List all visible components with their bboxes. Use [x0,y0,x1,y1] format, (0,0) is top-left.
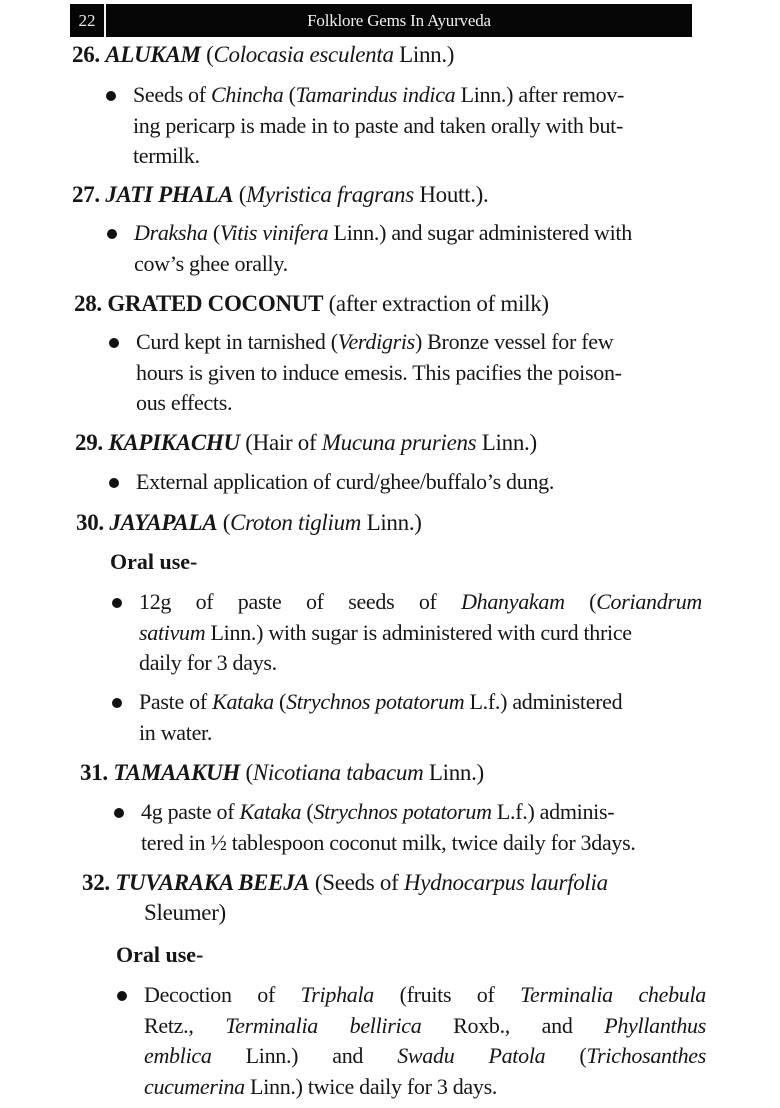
entry-26-bullet-1 [133,80,696,172]
authority: Linn.) [393,42,455,67]
text-line: Curd kept in tarnished (Verdigris) Bronze vessel for few [136,329,614,354]
paren-open: ( [233,182,247,207]
authority: Linn.) [423,760,484,785]
page-number: 22 [70,4,106,37]
entry-30-bullet-1 [139,587,702,679]
bullet-icon [114,808,124,818]
entry-32-bullet-1 [144,980,706,1102]
entry-28-title [74,289,549,319]
entry-name: TAMAAKUH [113,760,241,785]
text-line: ing pericarp is made in to paste and taken orally with but- [133,112,623,138]
entry-name: ALUKAM [105,42,201,67]
entry-29-title [75,428,537,458]
authority: Sleumer) [144,900,226,925]
entry-30-bullet-2 [139,687,702,748]
entry-name: GRATED COCONUT [107,291,324,316]
paren-open: ( [240,760,253,785]
text-line: ous effects. [136,390,233,415]
bullet-icon [112,598,122,608]
entry-number: 29. [75,430,103,455]
authority: Linn.) [476,430,537,455]
entry-number: 32. [82,870,110,895]
entry-32-title [82,868,608,898]
text-line: External application of curd/ghee/buffalo’s dung. [136,469,555,494]
text-line: Draksha (Vitis vinifera Linn.) and sugar administered with [134,220,632,245]
text-line: Retz., Terminalia bellirica Roxb., and Phyllanthus [144,1012,707,1038]
text-line: cow’s ghee orally. [134,250,288,276]
text-line: in water. [139,719,213,745]
text-line: Seeds of Chincha (Tamarindus indica Linn.) after remov- [133,82,625,107]
entry-number: 27. [72,182,100,207]
bullet-icon [106,91,116,101]
entry-26-title [72,40,454,70]
text-line: Decoction of Triphala (fruits of Terminalia chebula [144,982,706,1007]
bullet-icon [117,991,127,1001]
bullet-icon [112,698,122,708]
entry-number: 31. [80,760,108,785]
entry-qualifier: (after extraction of milk) [323,291,549,316]
entry-qualifier: (Hair of [239,430,322,455]
running-title: Folklore Gems In Ayurveda [307,10,491,30]
paren-open: ( [217,510,231,535]
text-line: cucumerina Linn.) twice daily for 3 days. [144,1073,498,1099]
entry-name: JAYAPALA [109,510,218,535]
authority: Linn.) [361,510,422,535]
entry-31-bullet-1 [141,797,704,858]
botanical-name: Hydnocarpus laurfolia [403,870,608,895]
entry-30-title [76,508,422,538]
oral-use-heading: Oral use- [116,942,204,967]
entry-number: 28. [74,291,102,316]
entry-32-title-cont [144,898,226,928]
botanical-name: Mucuna pruriens [321,430,477,455]
authority: Houtt.). [413,182,489,207]
text-line: Paste of Kataka (Strychnos potatorum L.f.) administered [139,689,623,714]
text-line: emblica Linn.) and Swadu Patola (Trichosanthes [144,1043,706,1068]
entry-27-title [72,180,488,210]
text-line: termilk. [133,143,200,168]
botanical-name: Nicotiana tabacum [252,760,424,785]
text-line: 4g paste of Kataka (Strychnos potatorum L.f.) adminis- [141,799,615,824]
entry-31-title [80,758,484,788]
botanical-name: Myristica fragrans [246,182,414,207]
entry-number: 26. [72,42,100,67]
entry-name: TUVARAKA BEEJA [115,870,310,895]
text-line: sativum Linn.) with sugar is administered with curd thrice [139,619,632,645]
text-line: 12g of paste of seeds of Dhanyakam (Coriandrum [139,589,702,614]
entry-number: 30. [76,510,104,535]
text-line: daily for 3 days. [139,650,277,675]
entry-29-bullet-1 [136,467,699,498]
paren-open: ( [200,42,214,67]
botanical-name: Croton tiglium [230,510,362,535]
text-line: tered in ½ tablespoon coconut milk, twice daily for 3days. [141,829,636,855]
entry-name: JATI PHALA [105,182,234,207]
bullet-icon [109,478,119,488]
bullet-icon [107,229,117,239]
entry-27-bullet-1 [134,218,697,279]
entry-qualifier: (Seeds of [309,870,404,895]
running-header [70,4,692,37]
entry-name: KAPIKACHU [108,430,240,455]
text-line: hours is given to induce emesis. This pacifies the poison- [136,359,622,385]
entry-28-bullet-1 [136,327,699,419]
botanical-name: Colocasia esculenta [213,42,394,67]
oral-use-heading: Oral use- [110,549,198,574]
bullet-icon [109,338,119,348]
